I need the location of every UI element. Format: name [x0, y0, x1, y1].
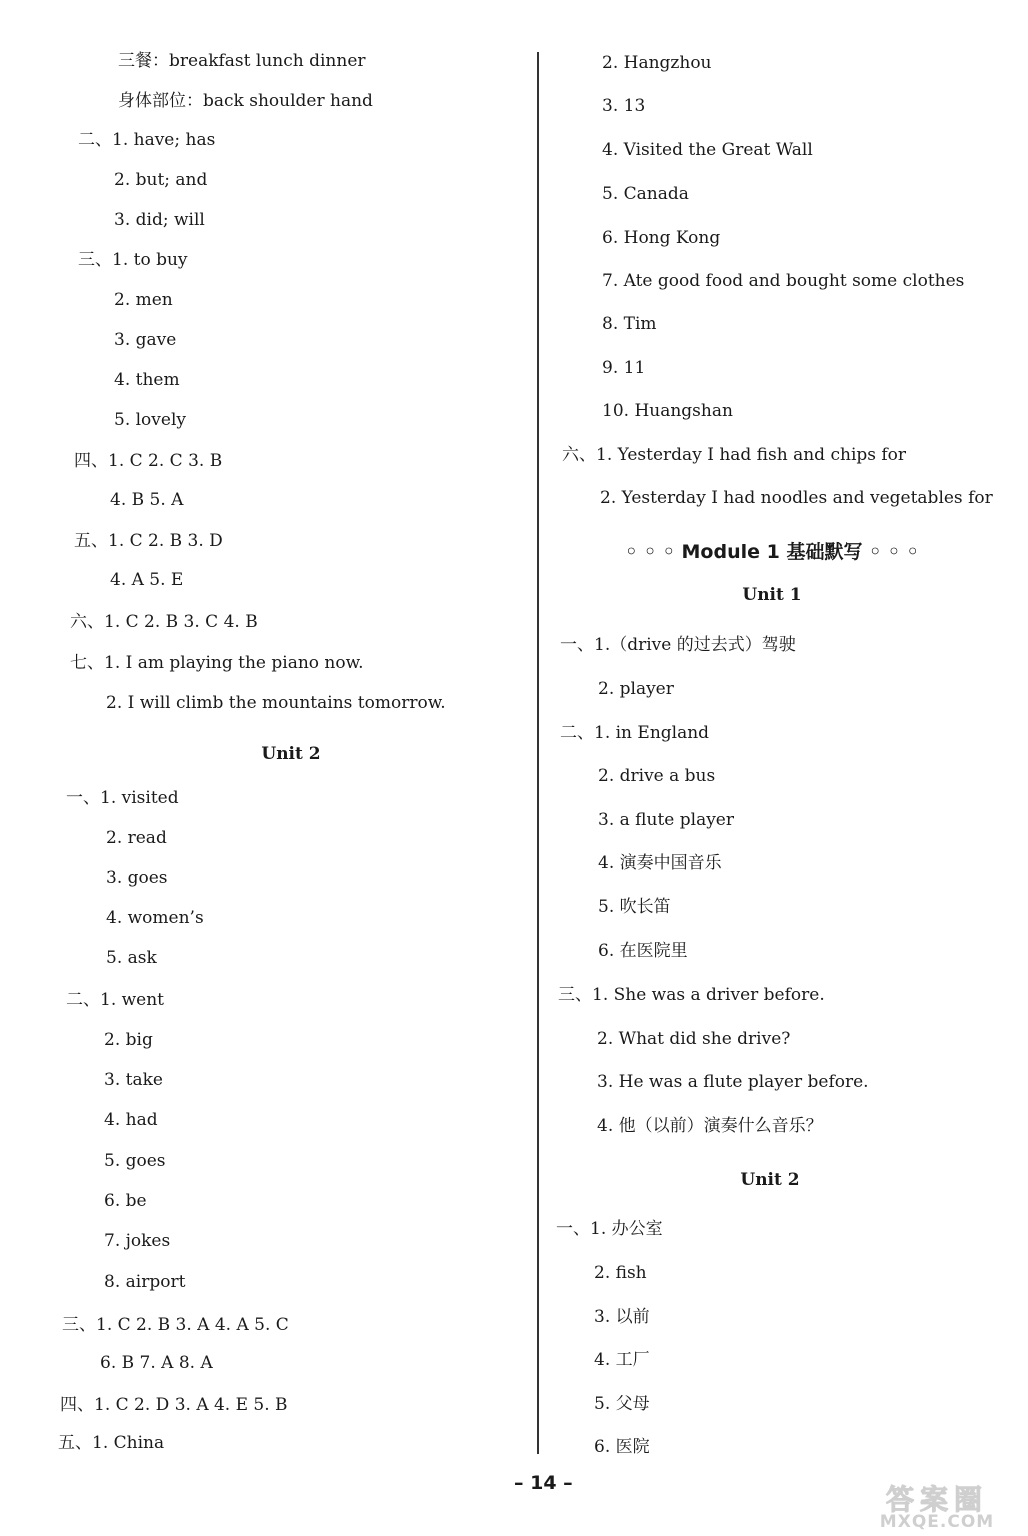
answer-line: 5. Canada — [602, 184, 689, 204]
answer-line: 3. a flute player — [598, 810, 734, 830]
answer-line: 4. 演奏中国音乐 — [598, 853, 722, 873]
answer-line: 四、1. C 2. D 3. A 4. E 5. B — [60, 1395, 288, 1415]
answer-line: 3. take — [104, 1070, 163, 1090]
answer-line: 三、1. C 2. B 3. A 4. A 5. C — [62, 1315, 289, 1335]
answer-line: 2. drive a bus — [598, 766, 716, 786]
answer-line: 一、1.（drive 的过去式）驾驶 — [560, 635, 796, 655]
module-heading: ◦ ◦ ◦ Module 1 基础默写 ◦ ◦ ◦ — [625, 541, 919, 563]
answer-line: 4. 他（以前）演奏什么音乐？ — [597, 1116, 823, 1136]
answer-line: 2. Yesterday I had noodles and vegetables for — [600, 488, 993, 508]
answer-line: 六、1. Yesterday I had fish and chips for — [562, 445, 907, 465]
answer-line: 5. 父母 — [594, 1394, 650, 1414]
answer-line: 2. read — [106, 828, 167, 848]
answer-line: 3. goes — [106, 868, 168, 888]
answer-line: 三、1. to buy — [78, 250, 188, 270]
unit-heading: Unit 2 — [261, 744, 321, 764]
answer-line: 4. 工厂 — [594, 1350, 650, 1370]
answer-line: 7. Ate good food and bought some clothes — [602, 271, 965, 291]
answer-line: 4. B 5. A — [110, 490, 184, 510]
answer-line: 二、1. have; has — [78, 130, 216, 150]
answer-line: 5. lovely — [114, 410, 187, 430]
answer-line: 5. goes — [104, 1151, 166, 1171]
answer-line: 4. them — [114, 370, 180, 390]
answer-line: 五、1. China — [58, 1433, 165, 1453]
body-parts-line: 身体部位：back shoulder hand — [118, 91, 373, 111]
answer-line: 3. did; will — [114, 210, 205, 230]
answer-line: 10. Huangshan — [602, 401, 733, 421]
answer-line: 2. fish — [594, 1263, 647, 1283]
answer-line: 三、1. She was a driver before. — [558, 985, 825, 1005]
answer-line: 5. ask — [106, 948, 157, 968]
answer-line: 8. airport — [104, 1272, 186, 1292]
page-number: – 14 – — [514, 1472, 573, 1494]
answer-line: 2. but; and — [114, 170, 208, 190]
answer-line: 6. 医院 — [594, 1437, 650, 1457]
answer-line: 2. big — [104, 1030, 153, 1050]
answer-line: 4. A 5. E — [110, 570, 184, 590]
answer-line: 七、1. I am playing the piano now. — [70, 653, 364, 673]
answer-line: 四、1. C 2. C 3. B — [74, 451, 223, 471]
answer-line: 3. gave — [114, 330, 177, 350]
answer-line: 一、1. visited — [66, 788, 179, 808]
answer-line: 4. had — [104, 1110, 158, 1130]
answer-line: 2. I will climb the mountains tomorrow. — [106, 693, 446, 713]
column-divider — [537, 52, 539, 1454]
answer-line: 4. Visited the Great Wall — [602, 140, 813, 160]
answer-line: 6. Hong Kong — [602, 228, 721, 248]
watermark-url: MXQE.COM — [879, 1512, 995, 1532]
answer-line: 2. What did she drive? — [597, 1029, 791, 1049]
answer-line: 二、1. went — [66, 990, 165, 1010]
answer-line: 六、1. C 2. B 3. C 4. B — [70, 612, 258, 632]
watermark-logo — [852, 1478, 1022, 1534]
answer-line: 8. Tim — [602, 314, 657, 334]
answer-line: 6. B 7. A 8. A — [100, 1353, 213, 1373]
answer-line: 7. jokes — [104, 1231, 171, 1251]
watermark-text: 答案圈 — [885, 1483, 988, 1516]
answer-line: 2. player — [598, 679, 674, 699]
answer-line: 6. 在医院里 — [598, 941, 688, 961]
answer-line: 6. be — [104, 1191, 147, 1211]
answer-line: 二、1. in England — [560, 723, 710, 743]
answer-line: 2. Hangzhou — [602, 53, 712, 73]
answer-line: 3. 以前 — [594, 1307, 650, 1327]
unit-heading: Unit 2 — [740, 1170, 800, 1190]
answer-line: 2. men — [114, 290, 173, 310]
answer-line: 4. women’s — [106, 908, 204, 928]
answer-line: 9. 11 — [602, 358, 646, 378]
meals-line: 三餐：breakfast lunch dinner — [118, 51, 366, 71]
answer-line: 五、1. C 2. B 3. D — [74, 531, 223, 551]
answer-line: 5. 吹长笛 — [598, 897, 671, 917]
answer-line: 一、1. 办公室 — [556, 1219, 663, 1239]
answer-line: 3. 13 — [602, 96, 646, 116]
unit-heading: Unit 1 — [742, 585, 802, 605]
answer-line: 3. He was a flute player before. — [597, 1072, 869, 1092]
